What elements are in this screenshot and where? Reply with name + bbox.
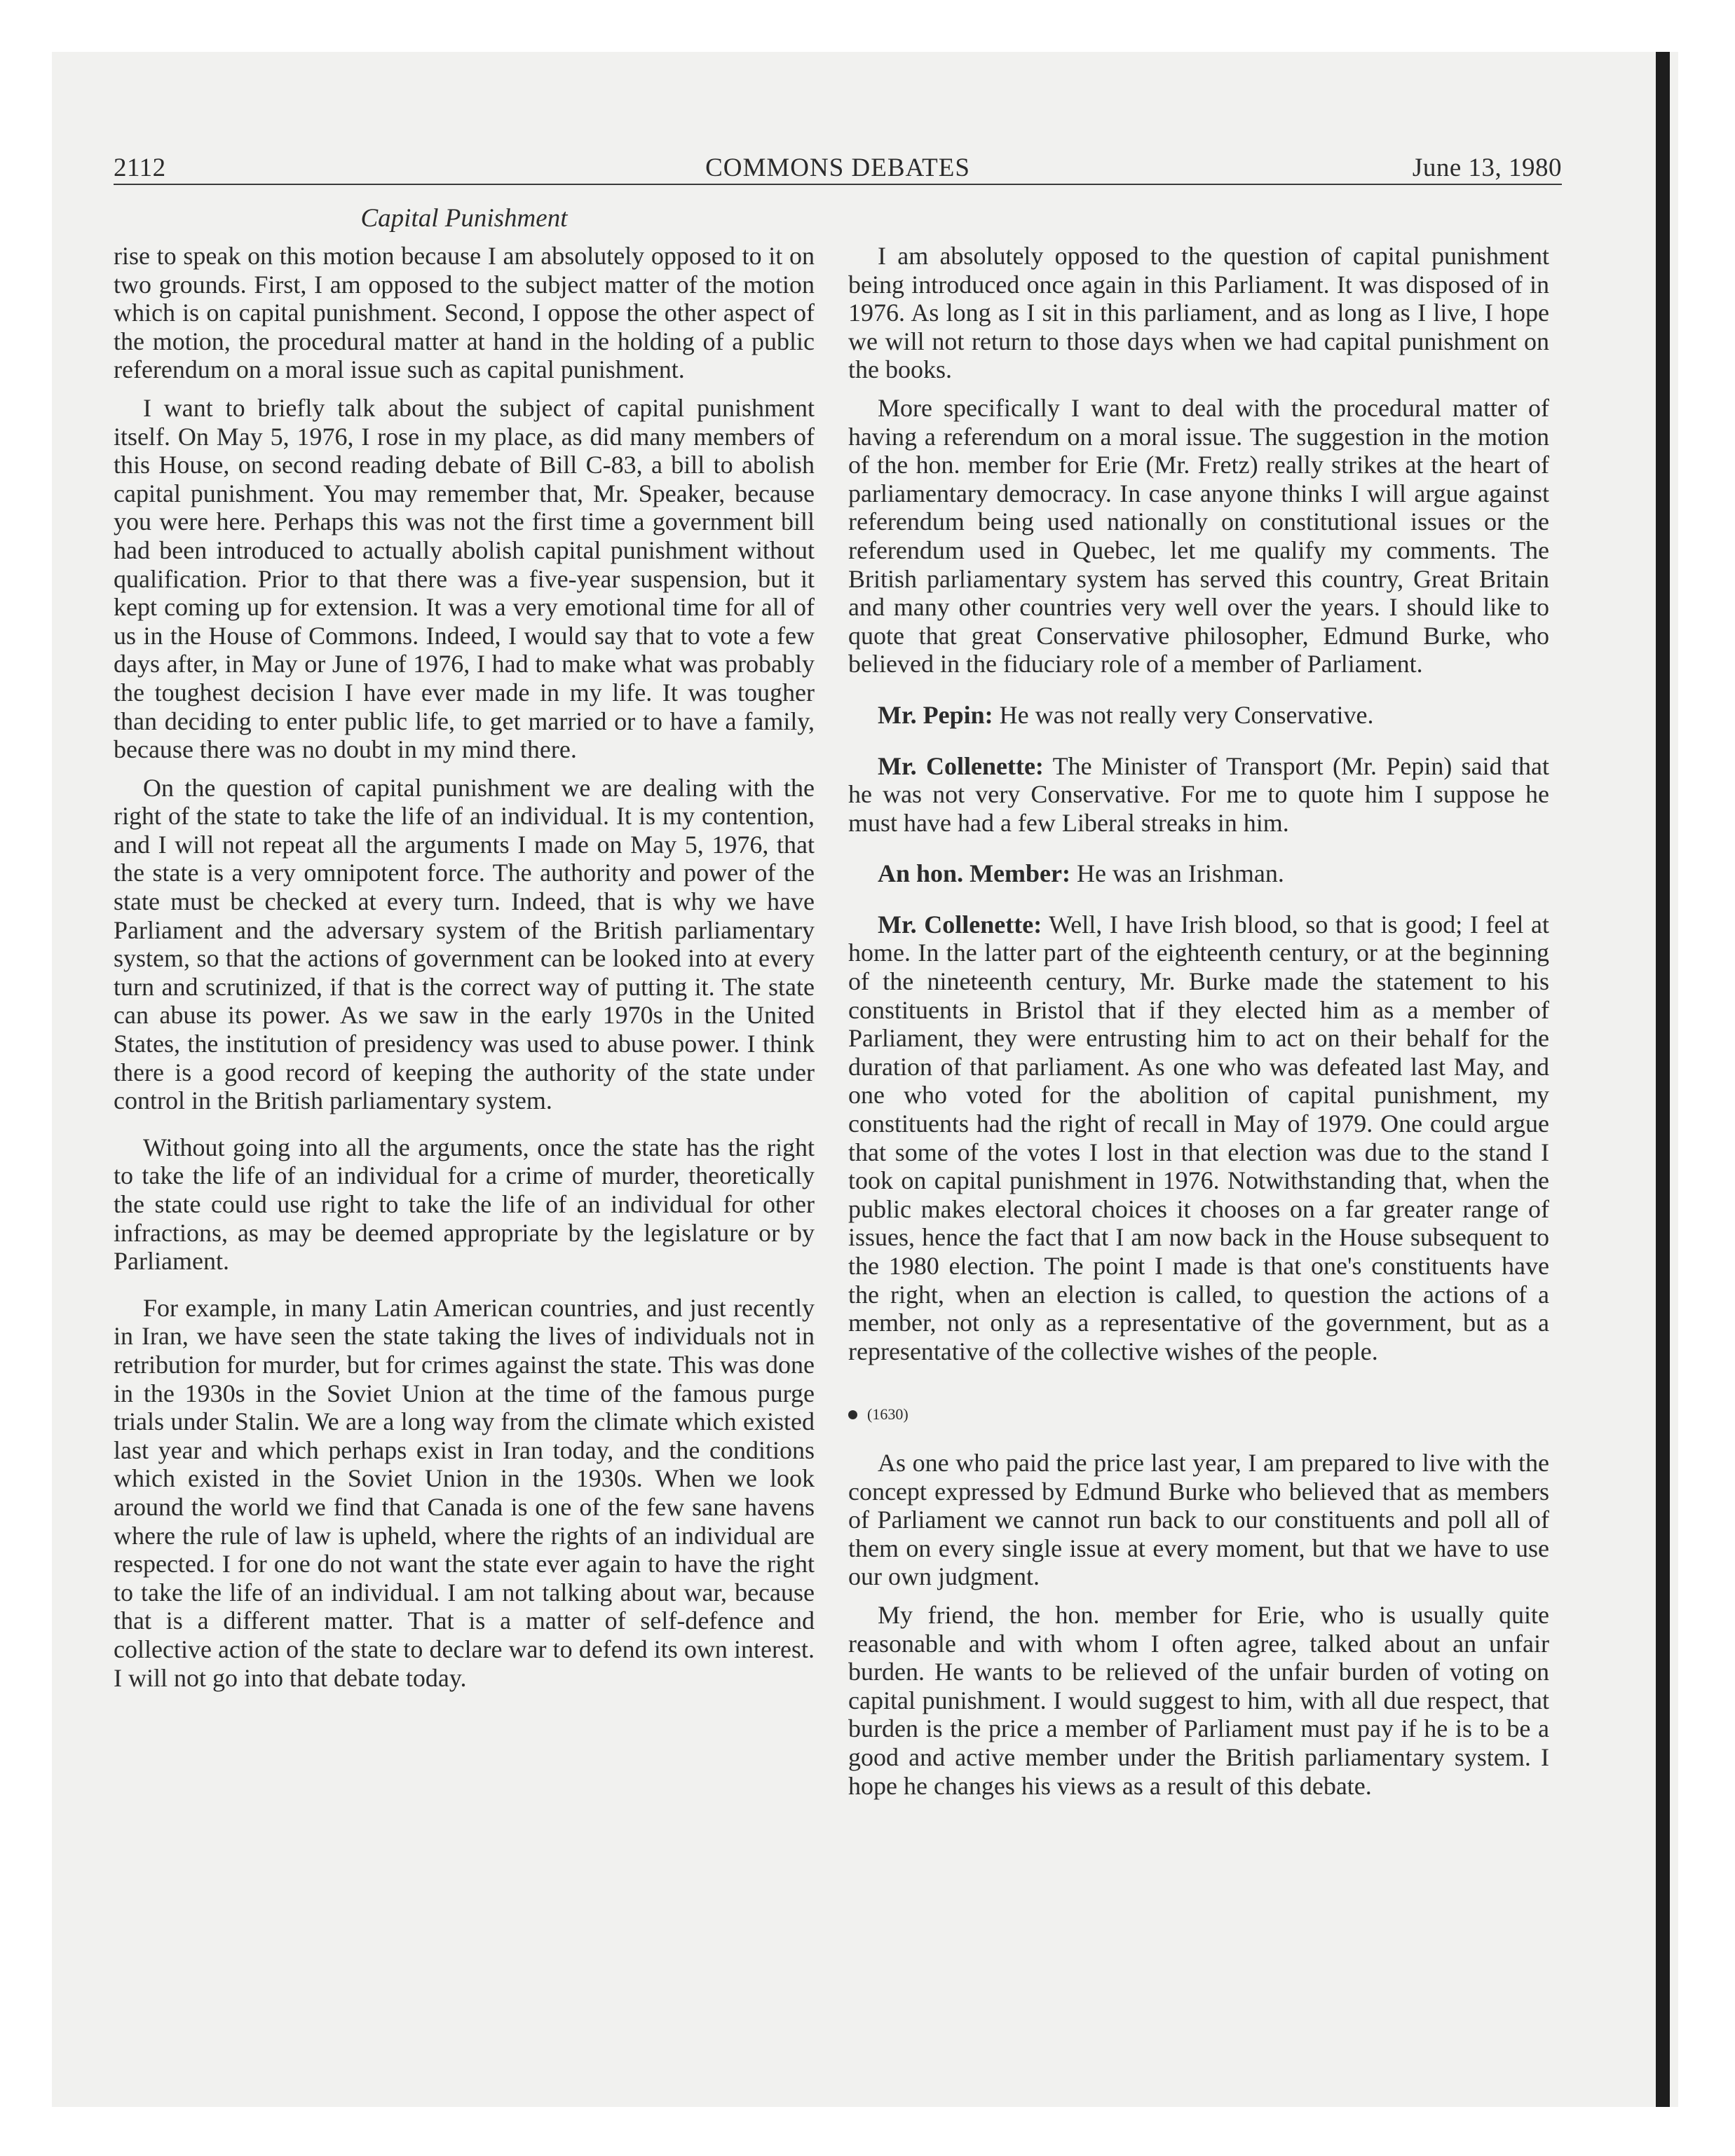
paragraph: For example, in many Latin American countries, and just recently in Iran, we have seen the state taking the lives of individuals not in retribution for murder, but for crimes against the state. This was done in the 1930s in the Soviet Union at the time of the famous purge trials under Stalin. We are a long way from the climate which existed last year and which perhaps exist in Iran today, and the conditions which existed in the Soviet Union in the 1930s. When we look around the world we find that Canada is one of the few sane havens where the rule of law is upheld, where the rights of an individual are respected. I for one do not want the state ever again to have the right to take the life of an individual. I am not talking about war, because that is a different matter. That is a matter of self-defence and collective action of the state to declare war to defend its own interest. I will not go into that debate today. [114,1293,815,1692]
timestamp-marker [848,1400,1549,1429]
page-header [114,147,1562,186]
speech-entry [848,752,1549,838]
speech-text: Well, I have Irish blood, so that is good; I feel at home. In the latter part of the eighteenth century, or at the beginning of the nineteenth century, Mr. Burke made the statement to his constituents in Bristol that if they elected him as a member of Parliament, they were entrusting him to act on their behalf for the duration of that parliament. As one who was defeated last May, and one who voted for the abolition of capital punishment, my constituents had the right of recall in May of 1979. One could argue that some of the votes I lost in that election was due to the stand I took on capital punishment in 1976. Notwithstanding that, when the public makes electoral choices it chooses on a far greater range of issues, hence the fact that I am now back in the House subsequent to the 1980 election. The point I made is that one's constituents have the right, when an election is called, to question the actions of a member, not only as a representative of the government, but as a representative of the collective wishes of the people. [848,910,1549,1365]
speaker-name: Mr. Collenette: [878,751,1044,780]
paragraph: My friend, the hon. member for Erie, who is usually quite reasonable and with whom I often agree, talked about an unfair burden. He wants to be relieved of the unfair burden of voting on capital punishment. I would suggest to him, with all due respect, that burden is the price a member of Parliament must pay if he is to be a good and active member under the British parliamentary system. I hope he changes his views as a result of this debate. [848,1600,1549,1800]
paragraph: On the question of capital punishment we are dealing with the right of the state to take the life of an individual. It is my contention, and I will not repeat all the arguments I made on May 5, 1976, that the state is a very omnipotent force. The authority and power of the state must be checked at every turn. Indeed, that is why we have Parliament and the adversary system of the British parliamentary system, so that the actions of government can be looked into at every turn and scrutinized, if that is the correct way of putting it. The state can abuse its power. As we saw in the early 1970s in the United States, the institution of presidency was used to abuse power. I think there is a good record of keeping the authority of the state under control in the British parliamentary system. [114,773,815,1115]
speech-entry [848,859,1549,888]
paragraph: I want to briefly talk about the subject of capital punishment itself. On May 5, 1976, I rose in my place, as did many members of this House, on second reading debate of Bill C-83, a bill to abolish capital punishment. You may remember that, Mr. Speaker, because you were here. Perhaps this was not the first time a government bill had been introduced to actually abolish capital punishment without qualification. Prior to that there was a five-year suspension, but it kept coming up for extension. It was a very emotional time for all of us in the House of Commons. Indeed, I would say that to vote a few days after, in May or June of 1976, I had to make what was probably the toughest decision I have ever made in my life. It was tougher than deciding to enter public life, to get married or to have a family, because there was no doubt in my mind there. [114,393,815,764]
speech-text: The Minister of Transport (Mr. Pepin) said that he was not very Conservative. For me to quote him I suppose he must have had a few Liberal streaks in him. [848,751,1549,837]
bullet-icon [848,1410,857,1419]
subject-heading: Capital Punishment [360,204,568,233]
paragraph: Without going into all the arguments, once the state has the right to take the life of an individual for a crime of murder, theoretically the state could use right to take the life of an individual for other infractions, as may be deemed appropriate by the legislature or by Parliament. [114,1133,815,1276]
paragraph: More specifically I want to deal with the procedural matter of having a referendum on a moral issue. The suggestion in the motion of the hon. member for Erie (Mr. Fretz) really strikes at the heart of parliamentary democracy. In case anyone thinks I will argue against referendum being used nationally on constitutional issues or the referendum used in Quebec, let me qualify my comments. The British parliamentary system has served this country, Great Britain and many other countries very well over the years. I should like to quote that great Conservative philosopher, Edmund Burke, who believed in the fiduciary role of a member of Parliament. [848,393,1549,678]
page-number: 2112 [114,153,166,182]
speech-text: He was an Irishman. [1070,859,1284,888]
right-column [848,242,1549,1810]
paragraph: I am absolutely opposed to the question of capital punishment being introduced once again in this Parliament. It was disposed of in 1976. As long as I sit in this parliament, and as long as I live, I hope we will not return to those days when we had capital punishment on the books. [848,242,1549,384]
publication-date: June 13, 1980 [1412,153,1562,182]
journal-title: COMMONS DEBATES [705,153,970,182]
speech-text: He was not really very Conservative. [993,700,1374,729]
speaker-name: Mr. Pepin: [878,700,993,729]
left-column [114,242,815,1702]
speaker-name: An hon. Member: [878,859,1070,888]
binding-edge [1656,52,1670,2107]
speech-entry [848,701,1549,730]
header-rule [114,184,1562,185]
paragraph: As one who paid the price last year, I am prepared to live with the concept expressed by Edmund Burke who believed that as members of Parliament we cannot run back to our constituents and poll all of them on every single issue at every moment, but that we have to use our own judgment. [848,1448,1549,1591]
speech-entry [848,910,1549,1366]
timestamp: (1630) [867,1405,909,1424]
paragraph: rise to speak on this motion because I am absolutely opposed to it on two grounds. First, I am opposed to the subject matter of the motion which is on capital punishment. Second, I oppose the other aspect of the motion, the procedural matter at hand in the holding of a public referendum on a moral issue such as capital punishment. [114,242,815,384]
speaker-name: Mr. Collenette: [878,910,1042,939]
